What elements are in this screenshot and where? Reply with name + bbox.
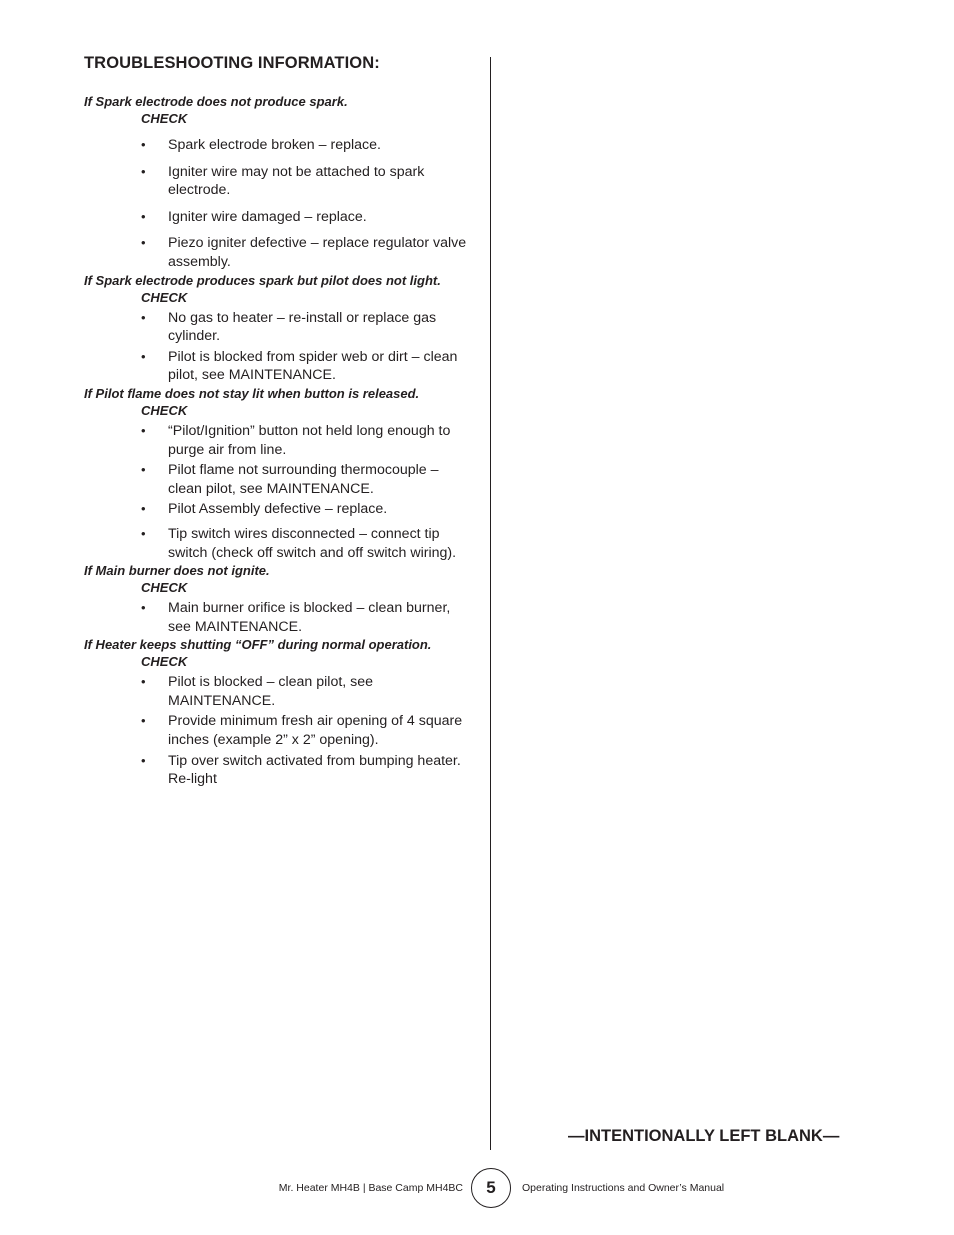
item-text: Tip switch wires disconnected – connect tip switch (check off switch and off switch wiring).	[168, 525, 457, 561]
case-heading: If Main burner does not ignite.	[84, 563, 270, 579]
item-text: Pilot Assembly defective – replace.	[168, 501, 388, 518]
list-item	[141, 525, 476, 562]
list-item	[141, 208, 476, 227]
check-list	[84, 673, 476, 789]
bullet-icon: •	[141, 208, 146, 224]
bullet-icon: •	[141, 501, 146, 517]
footer-manual-title: Operating Instructions and Owner’s Manual	[522, 1182, 725, 1194]
bullet-icon: •	[141, 752, 146, 768]
bullet-icon: •	[141, 600, 146, 616]
item-text: Spark electrode broken – replace.	[168, 137, 381, 153]
bullet-icon: •	[141, 235, 146, 251]
case-heading: If Spark electrode produces spark but pilot does not light.	[84, 272, 441, 288]
bullet-icon: •	[141, 525, 146, 541]
troubleshooting-case	[84, 385, 476, 562]
check-label: CHECK	[141, 580, 188, 596]
bullet-icon: •	[141, 422, 146, 438]
item-text: Tip over switch activated from bumping heater. Re-light	[168, 752, 461, 788]
check-list	[84, 136, 476, 272]
case-heading: If Heater keeps shutting “OFF” during normal operation.	[84, 637, 432, 653]
list-item	[141, 673, 476, 710]
item-text: Piezo igniter defective – replace regulator valve assembly.	[168, 235, 467, 270]
case-heading: If Pilot flame does not stay lit when button is released.	[84, 385, 420, 401]
bullet-icon: •	[141, 309, 146, 325]
bullet-icon: •	[141, 713, 146, 729]
troubleshooting-case	[84, 562, 476, 636]
list-item	[141, 461, 476, 498]
item-text: Provide minimum fresh air opening of 4 square inches (example 2” x 2” opening).	[168, 713, 463, 749]
page-number: 5	[471, 1168, 511, 1208]
intentionally-blank-note: —INTENTIONALLY LEFT BLANK—	[568, 1127, 840, 1145]
list-item	[141, 599, 476, 636]
item-text: Pilot is blocked – clean pilot, see MAINTENANCE.	[168, 674, 374, 709]
bullet-icon: •	[141, 674, 146, 690]
item-text: Igniter wire may not be attached to spark electrode.	[168, 163, 425, 199]
list-item	[141, 348, 476, 385]
check-label: CHECK	[141, 654, 188, 670]
list-item	[141, 712, 476, 749]
check-label: CHECK	[141, 402, 188, 418]
item-text: Pilot flame not surrounding thermocouple – clean pilot, see MAINTENANCE.	[168, 462, 439, 497]
bullet-icon: •	[141, 137, 146, 152]
check-label: CHECK	[141, 111, 188, 126]
section-title: TROUBLESHOOTING INFORMATION:	[84, 54, 380, 72]
list-item	[141, 163, 476, 200]
item-text: Igniter wire damaged – replace.	[168, 208, 367, 225]
item-text: Main burner orifice is blocked – clean burner, see MAINTENANCE.	[168, 600, 451, 635]
bullet-icon: •	[141, 348, 146, 364]
column-divider	[490, 57, 491, 1150]
check-list	[84, 309, 476, 385]
troubleshooting-case	[84, 272, 476, 385]
item-text: “Pilot/Ignition” button not held long enough to purge air from line.	[168, 422, 451, 458]
list-item	[141, 309, 476, 346]
list-item	[141, 422, 476, 459]
bullet-icon: •	[141, 462, 146, 478]
item-text: No gas to heater – re-install or replace gas cylinder.	[168, 309, 437, 345]
check-label: CHECK	[141, 289, 188, 305]
footer-product-name: Mr. Heater MH4B | Base Camp MH4BC	[278, 1182, 463, 1194]
troubleshooting-case	[84, 636, 476, 789]
item-text: Pilot is blocked from spider web or dirt – clean pilot, see MAINTENANCE.	[168, 348, 458, 384]
bullet-icon: •	[141, 163, 146, 179]
check-list	[84, 599, 476, 636]
list-item	[141, 752, 476, 789]
list-item	[141, 500, 476, 519]
list-item	[141, 234, 476, 271]
troubleshooting-section	[84, 54, 476, 789]
check-list	[84, 422, 476, 562]
case-heading: If Spark electrode does not produce spark.	[84, 94, 348, 109]
troubleshooting-case	[84, 93, 476, 272]
list-item	[141, 136, 476, 155]
